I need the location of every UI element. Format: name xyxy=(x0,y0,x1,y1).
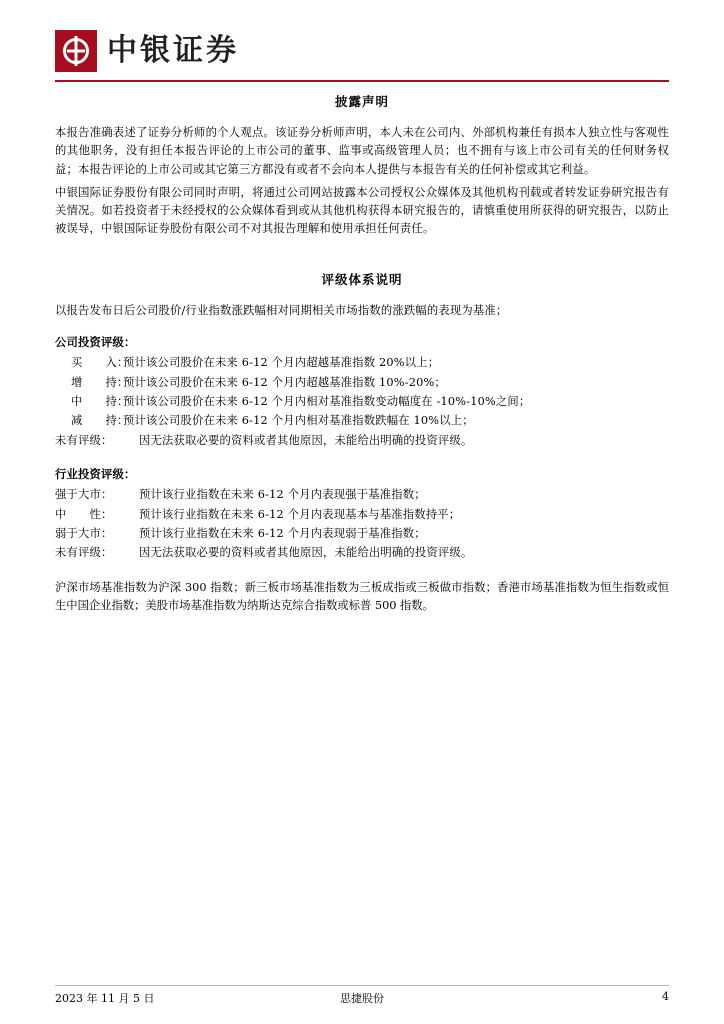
rating-label: 未有评级： xyxy=(55,546,113,560)
disclosure-paragraph-1: 本报告准确表述了证券分析师的个人观点。该证券分析师声明，本人未在公司内、外部机构兼任有损本人独立性与客观性的其他职务，没有担任本报告评论的上市公司的董事、监事或高级管理人员；也不拥有与该上市公司有关的任何财务权益；本报告评论的上市公司或其它第三方都没有或者不会向本人提供与本报告有关的任何补偿或其它利益。 xyxy=(55,126,669,176)
rating-label: 中 持： xyxy=(71,394,129,408)
rating-desc: 预计该行业指数在未来 6-12 个月内表现弱于基准指数； xyxy=(139,527,426,541)
rating-desc: 预计该公司股价在未来 6-12 个月内超越基准指数 10%-20%； xyxy=(123,375,446,389)
rating-desc: 预计该公司股价在未来 6-12 个月内超越基准指数 20%以上； xyxy=(123,356,440,370)
rating-desc: 预计该行业指数在未来 6-12 个月内表现基本与基准指数持平； xyxy=(139,507,461,521)
rating-label: 弱于大市： xyxy=(55,527,113,541)
rating-label: 未有评级： xyxy=(55,433,113,447)
rating-label: 买 入： xyxy=(71,356,129,370)
company-rating-list xyxy=(55,353,669,450)
list-item xyxy=(55,505,669,524)
company-rating-heading: 公司投资评级： xyxy=(55,335,136,350)
rating-desc: 预计该公司股价在未来 6-12 个月内相对基准指数变动幅度在 -10%-10%之间； xyxy=(123,394,531,408)
list-item xyxy=(55,373,669,392)
rating-basis: 以报告发布日后公司股价/行业指数涨跌幅相对同期相关市场指数的涨跌幅的表现为基准； xyxy=(55,303,508,317)
document-header xyxy=(55,22,669,80)
list-item xyxy=(55,485,669,504)
disclosure-paragraph-2: 中银国际证券股份有限公司同时声明，将通过公司网站披露本公司授权公众媒体及其他机构刊载或者转发证券研究报告有关情况。如若投资者于未经授权的公众媒体看到或从其他机构获得本研究报告的，请慎重使用所获得的研究报告，以防止被误导，中银国际证券股份有限公司不对其报告理解和使用承担任何责任。 xyxy=(55,185,669,236)
rating-desc: 预计该行业指数在未来 6-12 个月内表现强于基准指数； xyxy=(139,488,426,502)
list-item xyxy=(55,353,669,372)
footer-date: 2023 年 11 月 5 日 xyxy=(55,992,155,1005)
benchmark-note: 沪深市场基准指数为沪深 300 指数；新三板市场基准指数为三板成指或三板做市指数；香港市场基准指数为恒生指数或恒生中国企业指数；美股市场基准指数为纳斯达克综合指数或标普 500 指数。 xyxy=(55,580,669,613)
list-item xyxy=(55,524,669,543)
rating-desc: 因无法获取必要的资料或者其他原因，未能给出明确的投资评级。 xyxy=(139,546,473,560)
industry-rating-list xyxy=(55,485,669,563)
list-item xyxy=(55,392,669,411)
list-item xyxy=(55,431,669,450)
rating-system-title: 评级体系说明 xyxy=(321,271,403,287)
document-footer xyxy=(55,990,669,1010)
company-name: 中银证券 xyxy=(107,33,239,68)
rating-label: 减 持： xyxy=(71,414,129,428)
rating-label: 强于大市： xyxy=(55,488,113,502)
header-divider xyxy=(55,80,669,82)
rating-desc: 因无法获取必要的资料或者其他原因，未能给出明确的投资评级。 xyxy=(139,433,473,447)
rating-desc: 预计该公司股价在未来 6-12 个月内相对基准指数跌幅在 10%以上； xyxy=(123,414,474,428)
footer-subject: 思捷股份 xyxy=(340,992,384,1005)
footer-divider xyxy=(55,985,669,986)
boc-logo-icon xyxy=(55,30,97,72)
industry-rating-heading: 行业投资评级： xyxy=(55,467,136,482)
list-item xyxy=(55,543,669,562)
rating-label: 中 性： xyxy=(55,507,113,521)
disclosure-title: 披露声明 xyxy=(334,94,389,109)
list-item xyxy=(55,411,669,430)
document-body xyxy=(55,92,669,615)
page-number: 4 xyxy=(662,990,669,1003)
rating-label: 增 持： xyxy=(71,375,129,389)
